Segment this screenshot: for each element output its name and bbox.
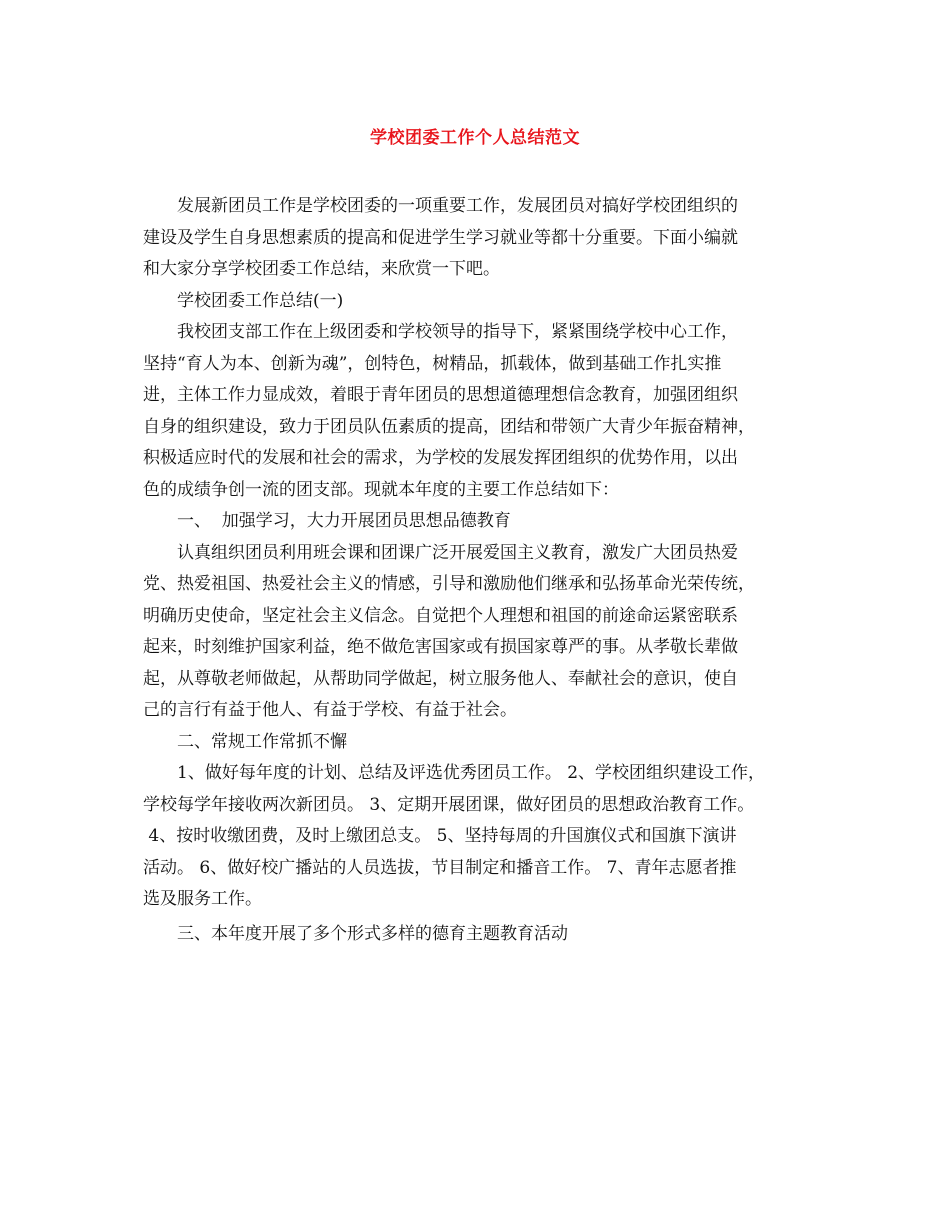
text-line: 建设及学生自身思想素质的提高和促进学生学习就业等都十分重要。下面小编就 [143, 227, 738, 248]
paragraph-education [143, 538, 813, 727]
paragraph-intro [143, 191, 813, 286]
text-line: 二、常规工作常抓不懈 [177, 731, 347, 752]
text-line: 认真组织团员利用班会课和团课广泛开展爱国主义教育，激发广大团员热爱 [177, 542, 738, 563]
text-line: 起来，时刻维护国家利益，绝不做危害国家或有损国家尊严的事。从孝敬长辈做 [143, 637, 738, 657]
document-body [143, 191, 813, 950]
text-line: 党、热爱祖国、热爱社会主义的情感，引导和激励他们继承和弘扬革命光荣传统， [143, 574, 755, 594]
text-line: 发展新团员工作是学校团委的一项重要工作，发展团员对搞好学校团组织的 [177, 196, 738, 216]
text-line: 进，主体工作力显成效，着眼于青年团员的思想道德理想信念教育，加强团组织 [143, 385, 738, 405]
text-line: 明确历史使命，坚定社会主义信念。自觉把个人理想和祖国的前途命运紧密联系 [143, 605, 738, 626]
text-line: 我校团支部工作在上级团委和学校领导的指导下，紧紧围绕学校中心工作， [177, 322, 738, 342]
paragraph-routine-work [143, 758, 813, 916]
subsection-heading-3 [143, 919, 813, 951]
text-line: 一、 加强学习，大力开展团员思想品德教育 [177, 511, 511, 531]
text-line: 选及服务工作。 [143, 889, 262, 909]
text-line: 积极适应时代的发展和社会的需求，为学校的发展发挥团组织的优势作用，以出 [143, 448, 738, 468]
subsection-heading-2 [143, 727, 813, 759]
section-heading [143, 286, 813, 318]
text-line: 坚持“育人为本、创新为魂”，创特色，树精品，抓载体，做到基础工作扎实推 [143, 353, 722, 374]
text-line: 自身的组织建设，致力于团员队伍素质的提高，团结和带领广大青少年振奋精神， [143, 416, 755, 437]
text-line: 和大家分享学校团委工作总结，来欣赏一下吧。 [143, 259, 500, 279]
text-line: 己的言行有益于他人、有益于学校、有益于社会。 [143, 700, 517, 720]
document-title: 学校团委工作个人总结范文 [370, 128, 580, 148]
text-line: 三、本年度开展了多个形式多样的德育主题教育活动 [177, 923, 568, 944]
subsection-heading-1 [143, 506, 813, 538]
paragraph-overview [143, 317, 813, 506]
text-line: 色的成绩争创一流的团支部。现就本年度的主要工作总结如下： [143, 479, 619, 500]
text-line: 4、按时收缴团费，及时上缴团总支。 5、坚持每周的升国旗仪式和国旗下演讲 [143, 826, 737, 846]
text-line: 学校每学年接收两次新团员。 3、定期开展团课，做好团员的思想政治教育工作。 [143, 794, 755, 815]
text-line: 活动。 6、做好校广播站的人员选拔，节目制定和播音工作。 7、青年志愿者推 [143, 857, 737, 878]
text-line: 1、做好每年度的计划、总结及评选优秀团员工作。 2、学校团组织建设工作， [177, 763, 766, 783]
text-line: 学校团委工作总结(一) [177, 290, 344, 311]
text-line: 起，从尊敬老师做起，从帮助同学做起，树立服务他人、奉献社会的意识，使自 [143, 668, 738, 689]
